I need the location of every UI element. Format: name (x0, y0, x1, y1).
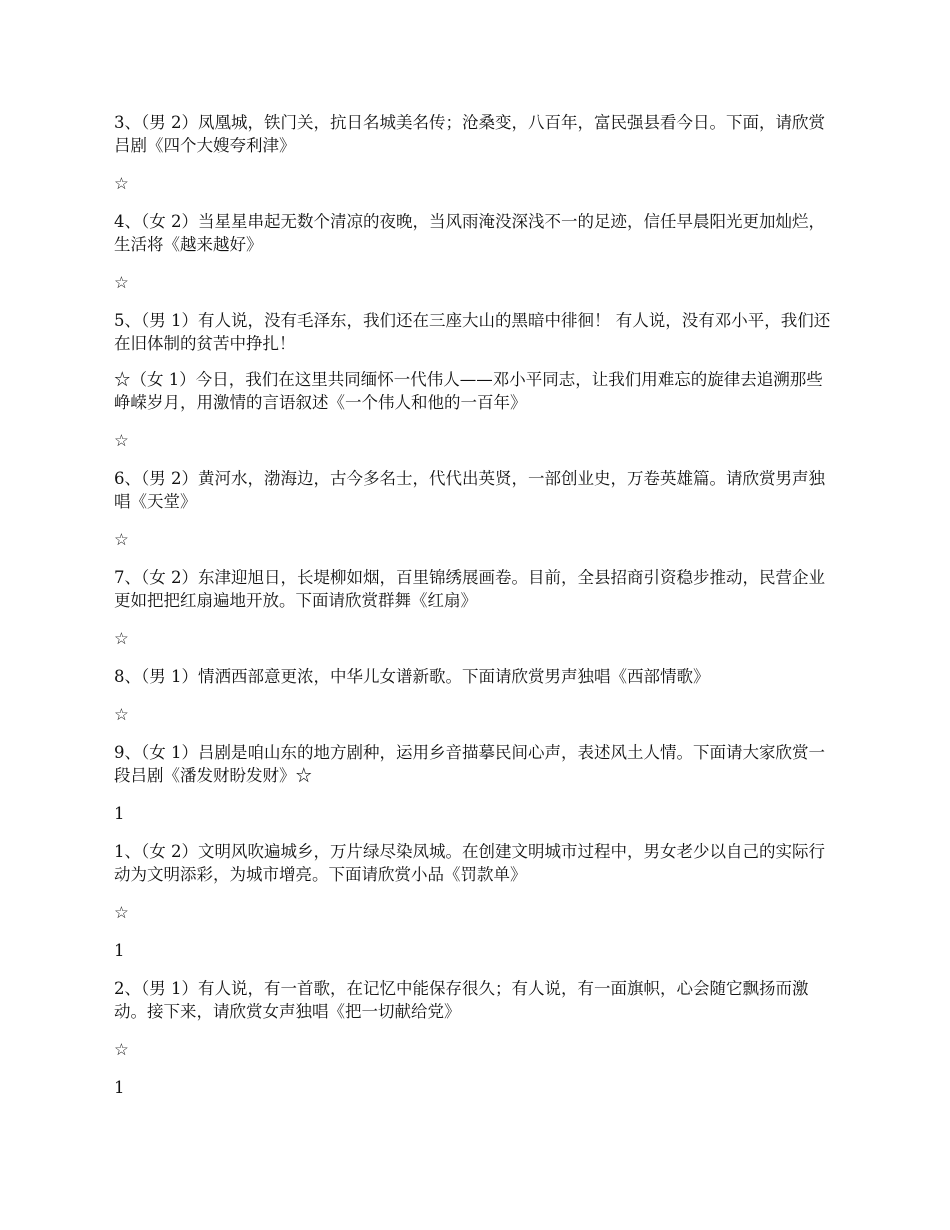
star-separator: ☆ (114, 174, 129, 193)
star-separator: ☆ (114, 1040, 129, 1059)
paragraph-2: 2、（男 1）有人说，有一首歌，在记忆中能保存很久；有人说，有一面旗帜，心会随它飘扬而激动。接下来，请欣赏女声独唱《把一切献给党》 (114, 979, 809, 1021)
page-number: 1 (114, 1078, 125, 1097)
star-separator: ☆ (114, 431, 129, 450)
star-separator: ☆ (114, 705, 129, 724)
star-separator: ☆ (114, 903, 129, 922)
paragraph-7: 7、（女 2）东津迎旭日，长堤柳如烟，百里锦绣展画卷。目前，全县招商引资稳步推动，民营企业更如把把红扇遍地开放。下面请欣赏群舞《红扇》 (114, 568, 825, 610)
paragraph-5: 5、（男 1）有人说，没有毛泽东，我们还在三座大山的黑暗中徘徊！ 有人说，没有邓小平，我们还在旧体制的贫苦中挣扎！ (114, 311, 831, 353)
paragraph-3: 3、（男 2）凤凰城，铁门关，抗日名城美名传；沧桑变，八百年，富民强县看今日。下面，请欣赏吕剧《四个大嫂夸利津》 (114, 113, 825, 155)
document-page (114, 111, 836, 1114)
paragraph-9: 9、（女 1）吕剧是咱山东的地方剧种，运用乡音描摹民间心声，表述风土人情。下面请大家欣赏一段吕剧《潘发财盼发财》☆ (114, 743, 825, 785)
star-separator: ☆ (114, 629, 129, 648)
paragraph-4: 4、（女 2）当星星串起无数个清凉的夜晚，当风雨淹没深浅不一的足迹，信任早晨阳光更加灿烂，生活将《越来越好》 (114, 212, 825, 254)
star-separator: ☆ (114, 273, 129, 292)
paragraph-5-continued: ☆（女 1）今日，我们在这里共同缅怀一代伟人——邓小平同志，让我们用难忘的旋律去追溯那些峥嵘岁月，用激情的言语叙述《一个伟人和他的一百年》 (114, 370, 823, 412)
paragraph-1: 1、（女 2）文明风吹遍城乡，万片绿尽染凤城。在创建文明城市过程中，男女老少以自己的实际行动为文明添彩，为城市增亮。下面请欣赏小品《罚款单》 (114, 842, 825, 884)
paragraph-8: 8、（男 1）情洒西部意更浓，中华儿女谱新歌。下面请欣赏男声独唱《西部情歌》 (114, 667, 710, 686)
star-separator: ☆ (114, 530, 129, 549)
page-number: 1 (114, 804, 125, 823)
paragraph-6: 6、（男 2）黄河水，渤海边，古今多名士，代代出英贤，一部创业史，万卷英雄篇。请欣赏男声独唱《天堂》 (114, 469, 825, 511)
page-number: 1 (114, 941, 125, 960)
